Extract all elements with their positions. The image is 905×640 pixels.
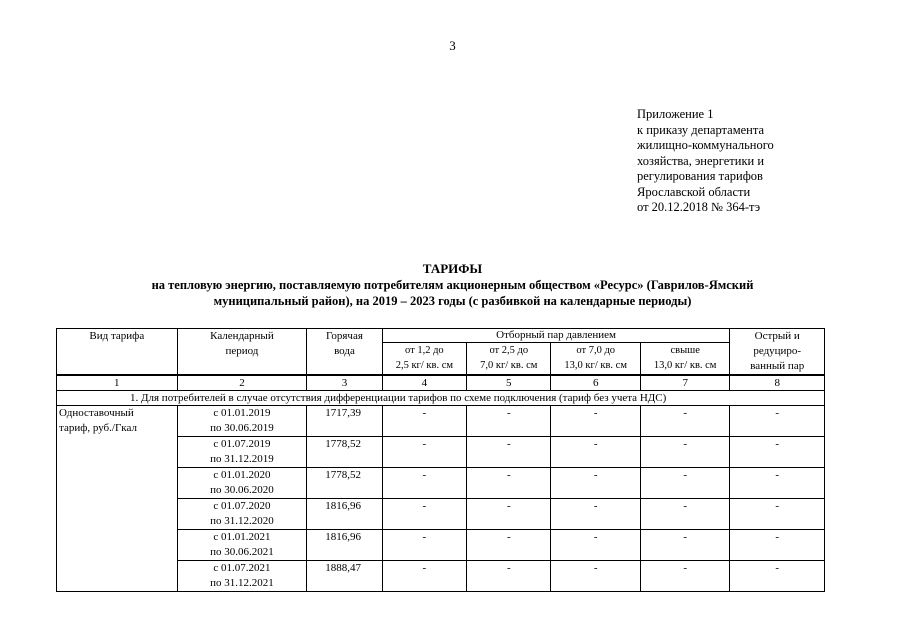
column-number: 1	[57, 375, 178, 391]
tariff-type-cell: Одноставочный тариф, руб./Гкал	[57, 406, 178, 592]
hot-water-cell: 1888,47	[307, 561, 382, 592]
title-line-2: муниципальный район), на 2019 – 2023 годы (с разбивкой на календарные периоды)	[213, 294, 692, 308]
sharp-steam-cell: -	[730, 468, 825, 499]
steam-3-cell: -	[551, 530, 640, 561]
steam-1-cell: -	[382, 530, 466, 561]
column-number: 7	[640, 375, 730, 391]
sharp-steam-cell: -	[730, 406, 825, 437]
steam-1-cell: -	[382, 561, 466, 592]
header-row	[57, 329, 825, 343]
appendix-line: хозяйства, энергетики и	[637, 153, 765, 168]
column-number: 4	[382, 375, 466, 391]
steam-1-cell: -	[382, 437, 466, 468]
appendix-reference	[637, 107, 774, 216]
header-steam-4: свыше 13,0 кг/ кв. см	[640, 343, 730, 376]
steam-3-cell: -	[551, 406, 640, 437]
header-steam-1: от 1,2 до 2,5 кг/ кв. см	[382, 343, 466, 376]
appendix-line: Ярославской области	[637, 184, 751, 199]
period-cell: с 01.01.2020 по 30.06.2020	[177, 468, 307, 499]
appendix-line: от 20.12.2018 № 364-тэ	[637, 200, 761, 214]
steam-2-cell: -	[467, 530, 551, 561]
hot-water-cell: 1717,39	[307, 406, 382, 437]
steam-3-cell: -	[551, 561, 640, 592]
period-cell: с 01.07.2019 по 31.12.2019	[177, 437, 307, 468]
steam-2-cell: -	[467, 468, 551, 499]
steam-4-cell: -	[640, 437, 730, 468]
steam-4-cell: -	[640, 499, 730, 530]
steam-2-cell: -	[467, 561, 551, 592]
steam-1-cell: -	[382, 468, 466, 499]
column-number: 2	[177, 375, 307, 391]
header-sharp-steam: Острый и редуциро- ванный пар	[730, 329, 825, 376]
title-heading: ТАРИФЫ	[422, 261, 483, 276]
column-number: 3	[307, 375, 382, 391]
header-steam-group: Отборный пар давлением	[382, 329, 730, 343]
column-number: 5	[467, 375, 551, 391]
sharp-steam-cell: -	[730, 499, 825, 530]
period-cell: с 01.07.2020 по 31.12.2020	[177, 499, 307, 530]
header-period: Календарный период	[177, 329, 307, 376]
period-cell: с 01.07.2021 по 31.12.2021	[177, 561, 307, 592]
sharp-steam-cell: -	[730, 437, 825, 468]
tariff-table	[56, 328, 825, 592]
header-hot-water: Горячая вода	[307, 329, 382, 376]
hot-water-cell: 1778,52	[307, 468, 382, 499]
sharp-steam-cell: -	[730, 530, 825, 561]
hot-water-cell: 1816,96	[307, 530, 382, 561]
column-number: 6	[551, 375, 640, 391]
section-title: 1. Для потребителей в случае отсутствия дифференциации тарифов по схеме подключения (тариф без учета НДС)	[57, 391, 825, 406]
steam-3-cell: -	[551, 499, 640, 530]
steam-3-cell: -	[551, 437, 640, 468]
hot-water-cell: 1778,52	[307, 437, 382, 468]
steam-1-cell: -	[382, 406, 466, 437]
appendix-line: Приложение 1	[637, 107, 714, 121]
steam-2-cell: -	[467, 406, 551, 437]
header-steam-2: от 2,5 до 7,0 кг/ кв. см	[467, 343, 551, 376]
section-row	[57, 391, 825, 406]
sharp-steam-cell: -	[730, 561, 825, 592]
steam-4-cell: -	[640, 406, 730, 437]
column-number-row	[57, 375, 825, 391]
steam-2-cell: -	[467, 437, 551, 468]
title-line-1: на тепловую энергию, поставляемую потребителям акционерным обществом «Ресурс» (Гаврилов-Ямский	[151, 278, 754, 292]
header-tariff-type: Вид тарифа	[57, 329, 178, 376]
steam-1-cell: -	[382, 499, 466, 530]
steam-2-cell: -	[467, 499, 551, 530]
steam-4-cell: -	[640, 561, 730, 592]
hot-water-cell: 1816,96	[307, 499, 382, 530]
steam-4-cell: -	[640, 530, 730, 561]
appendix-line: регулирования тарифов	[637, 169, 763, 183]
page-number: 3	[449, 38, 456, 53]
table-row	[57, 406, 825, 437]
appendix-line: к приказу департамента	[637, 122, 765, 137]
document-title	[60, 261, 845, 309]
period-cell: с 01.01.2019 по 30.06.2019	[177, 406, 307, 437]
steam-3-cell: -	[551, 468, 640, 499]
appendix-line: жилищно-коммунального	[637, 138, 774, 152]
header-steam-3: от 7,0 до 13,0 кг/ кв. см	[551, 343, 640, 376]
column-number: 8	[730, 375, 825, 391]
period-cell: с 01.01.2021 по 30.06.2021	[177, 530, 307, 561]
steam-4-cell: -	[640, 468, 730, 499]
